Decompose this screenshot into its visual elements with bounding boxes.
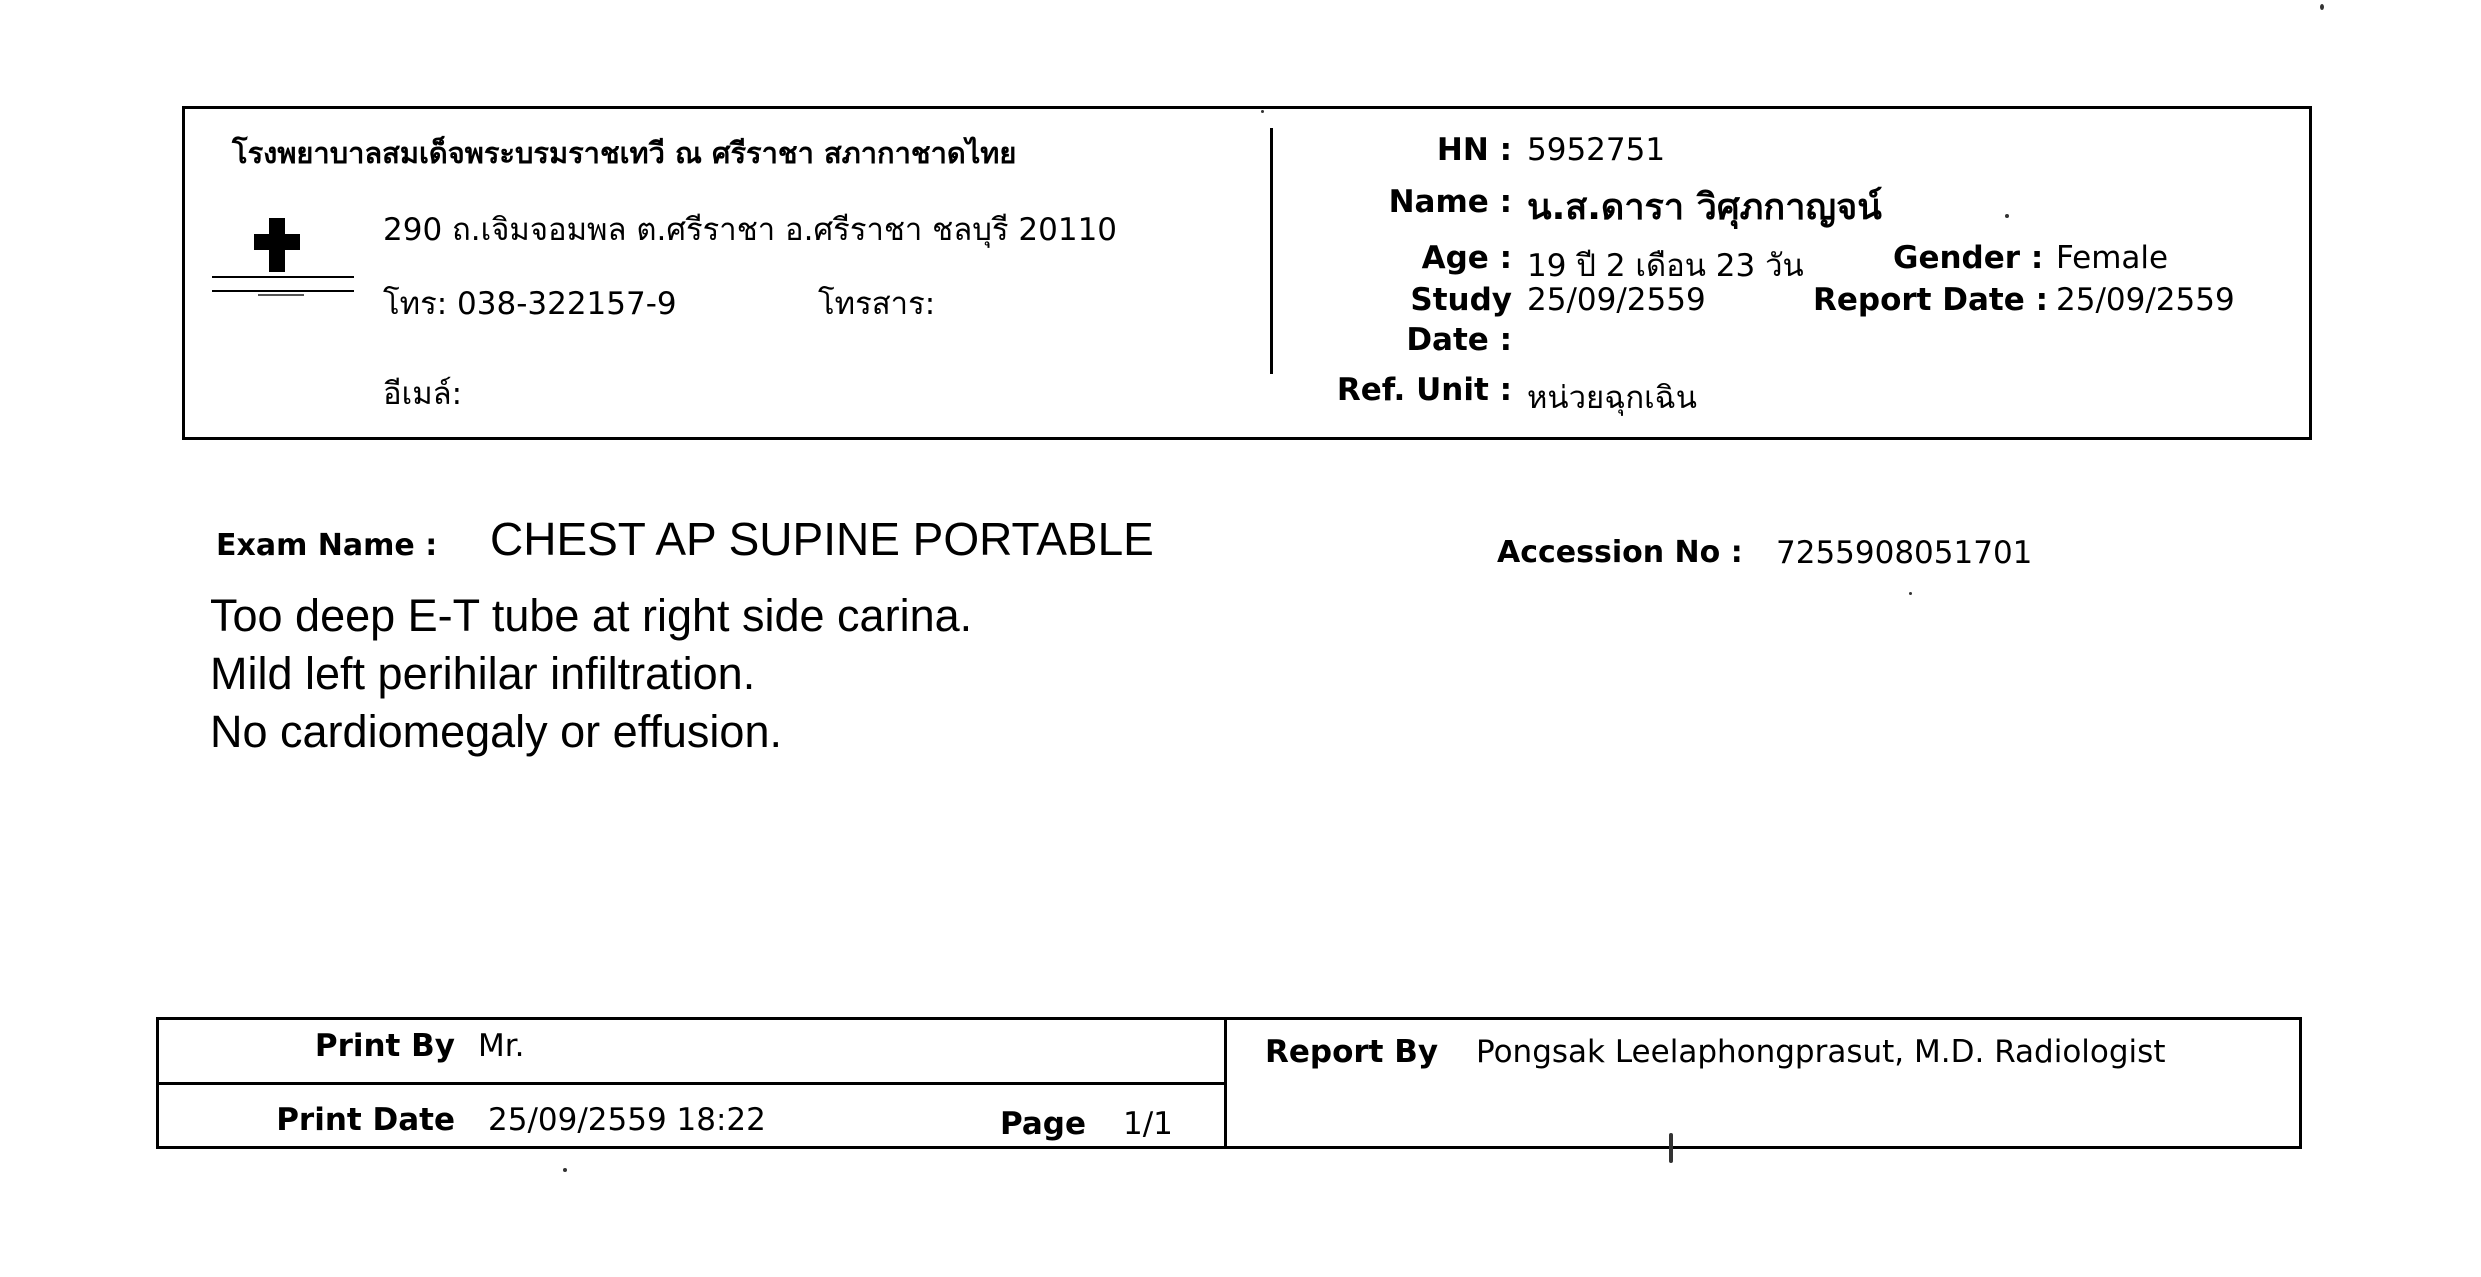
study-date-label: Study	[1410, 282, 1512, 318]
scan-speck	[1909, 592, 1912, 595]
footer-row-divider	[156, 1082, 1226, 1085]
gender-label: Gender :	[1893, 240, 2044, 276]
hospital-name: โรงพยาบาลสมเด็จพระบรมราชเทวี ณ ศรีราชา สภากาชาดไทย	[232, 136, 1017, 170]
patient-name: น.ส.ดารา วิศุภกาญจน์	[1527, 187, 1882, 228]
study-date-value: 25/09/2559	[1527, 282, 1706, 318]
finding-line: Too deep E-T tube at right side carina.	[210, 590, 973, 641]
gender-value: Female	[2056, 240, 2169, 276]
hospital-fax: โทรสาร:	[818, 286, 936, 322]
print-date-value: 25/09/2559 18:22	[488, 1102, 766, 1138]
logo-subline	[258, 294, 304, 296]
name-label: Name :	[1388, 184, 1512, 220]
scan-speck	[2320, 4, 2324, 10]
accession-value: 7255908051701	[1776, 535, 2033, 571]
print-by-label: Print By	[314, 1028, 455, 1064]
header-divider	[1270, 128, 1273, 374]
finding-line: No cardiomegaly or effusion.	[210, 706, 782, 757]
hn-label: HN :	[1436, 132, 1512, 168]
study-date-label-2: Date :	[1406, 322, 1512, 358]
hn-value: 5952751	[1527, 132, 1666, 168]
finding-line: Mild left perihilar infiltration.	[210, 648, 756, 699]
hospital-email: อีเมล์:	[383, 376, 463, 412]
hospital-address: 290 ถ.เจิมจอมพล ต.ศรีราชา อ.ศรีราชา ชลบุรี 20110	[383, 212, 1118, 248]
hospital-phone: โทร: 038-322157-9	[383, 286, 677, 322]
page-label: Page	[1000, 1106, 1087, 1142]
report-by-value: Pongsak Leelaphongprasut, M.D. Radiologist	[1476, 1034, 2166, 1070]
scan-speck	[1261, 110, 1264, 113]
exam-name-value: CHEST AP SUPINE PORTABLE	[490, 513, 1154, 565]
print-date-label: Print Date	[276, 1102, 455, 1138]
age-value: 19 ปี 2 เดือน 23 วัน	[1527, 248, 1804, 284]
report-date-label: Report Date :	[1813, 282, 2048, 318]
print-by-value: Mr.	[478, 1028, 525, 1064]
exam-name-label: Exam Name :	[216, 528, 438, 563]
report-date-value: 25/09/2559	[2056, 282, 2235, 318]
logo-underline	[212, 276, 354, 292]
scan-speck	[2005, 214, 2009, 218]
scan-speck	[563, 1168, 567, 1172]
page-value: 1/1	[1123, 1106, 1173, 1142]
report-by-label: Report By	[1265, 1034, 1439, 1070]
accession-label: Accession No :	[1497, 535, 1743, 570]
scan-speck	[1669, 1133, 1673, 1163]
ref-unit-label: Ref. Unit :	[1336, 372, 1512, 408]
red-cross-icon-bar	[254, 234, 300, 250]
ref-unit-value: หน่วยฉุกเฉิน	[1527, 380, 1697, 416]
age-label: Age :	[1421, 240, 1512, 276]
